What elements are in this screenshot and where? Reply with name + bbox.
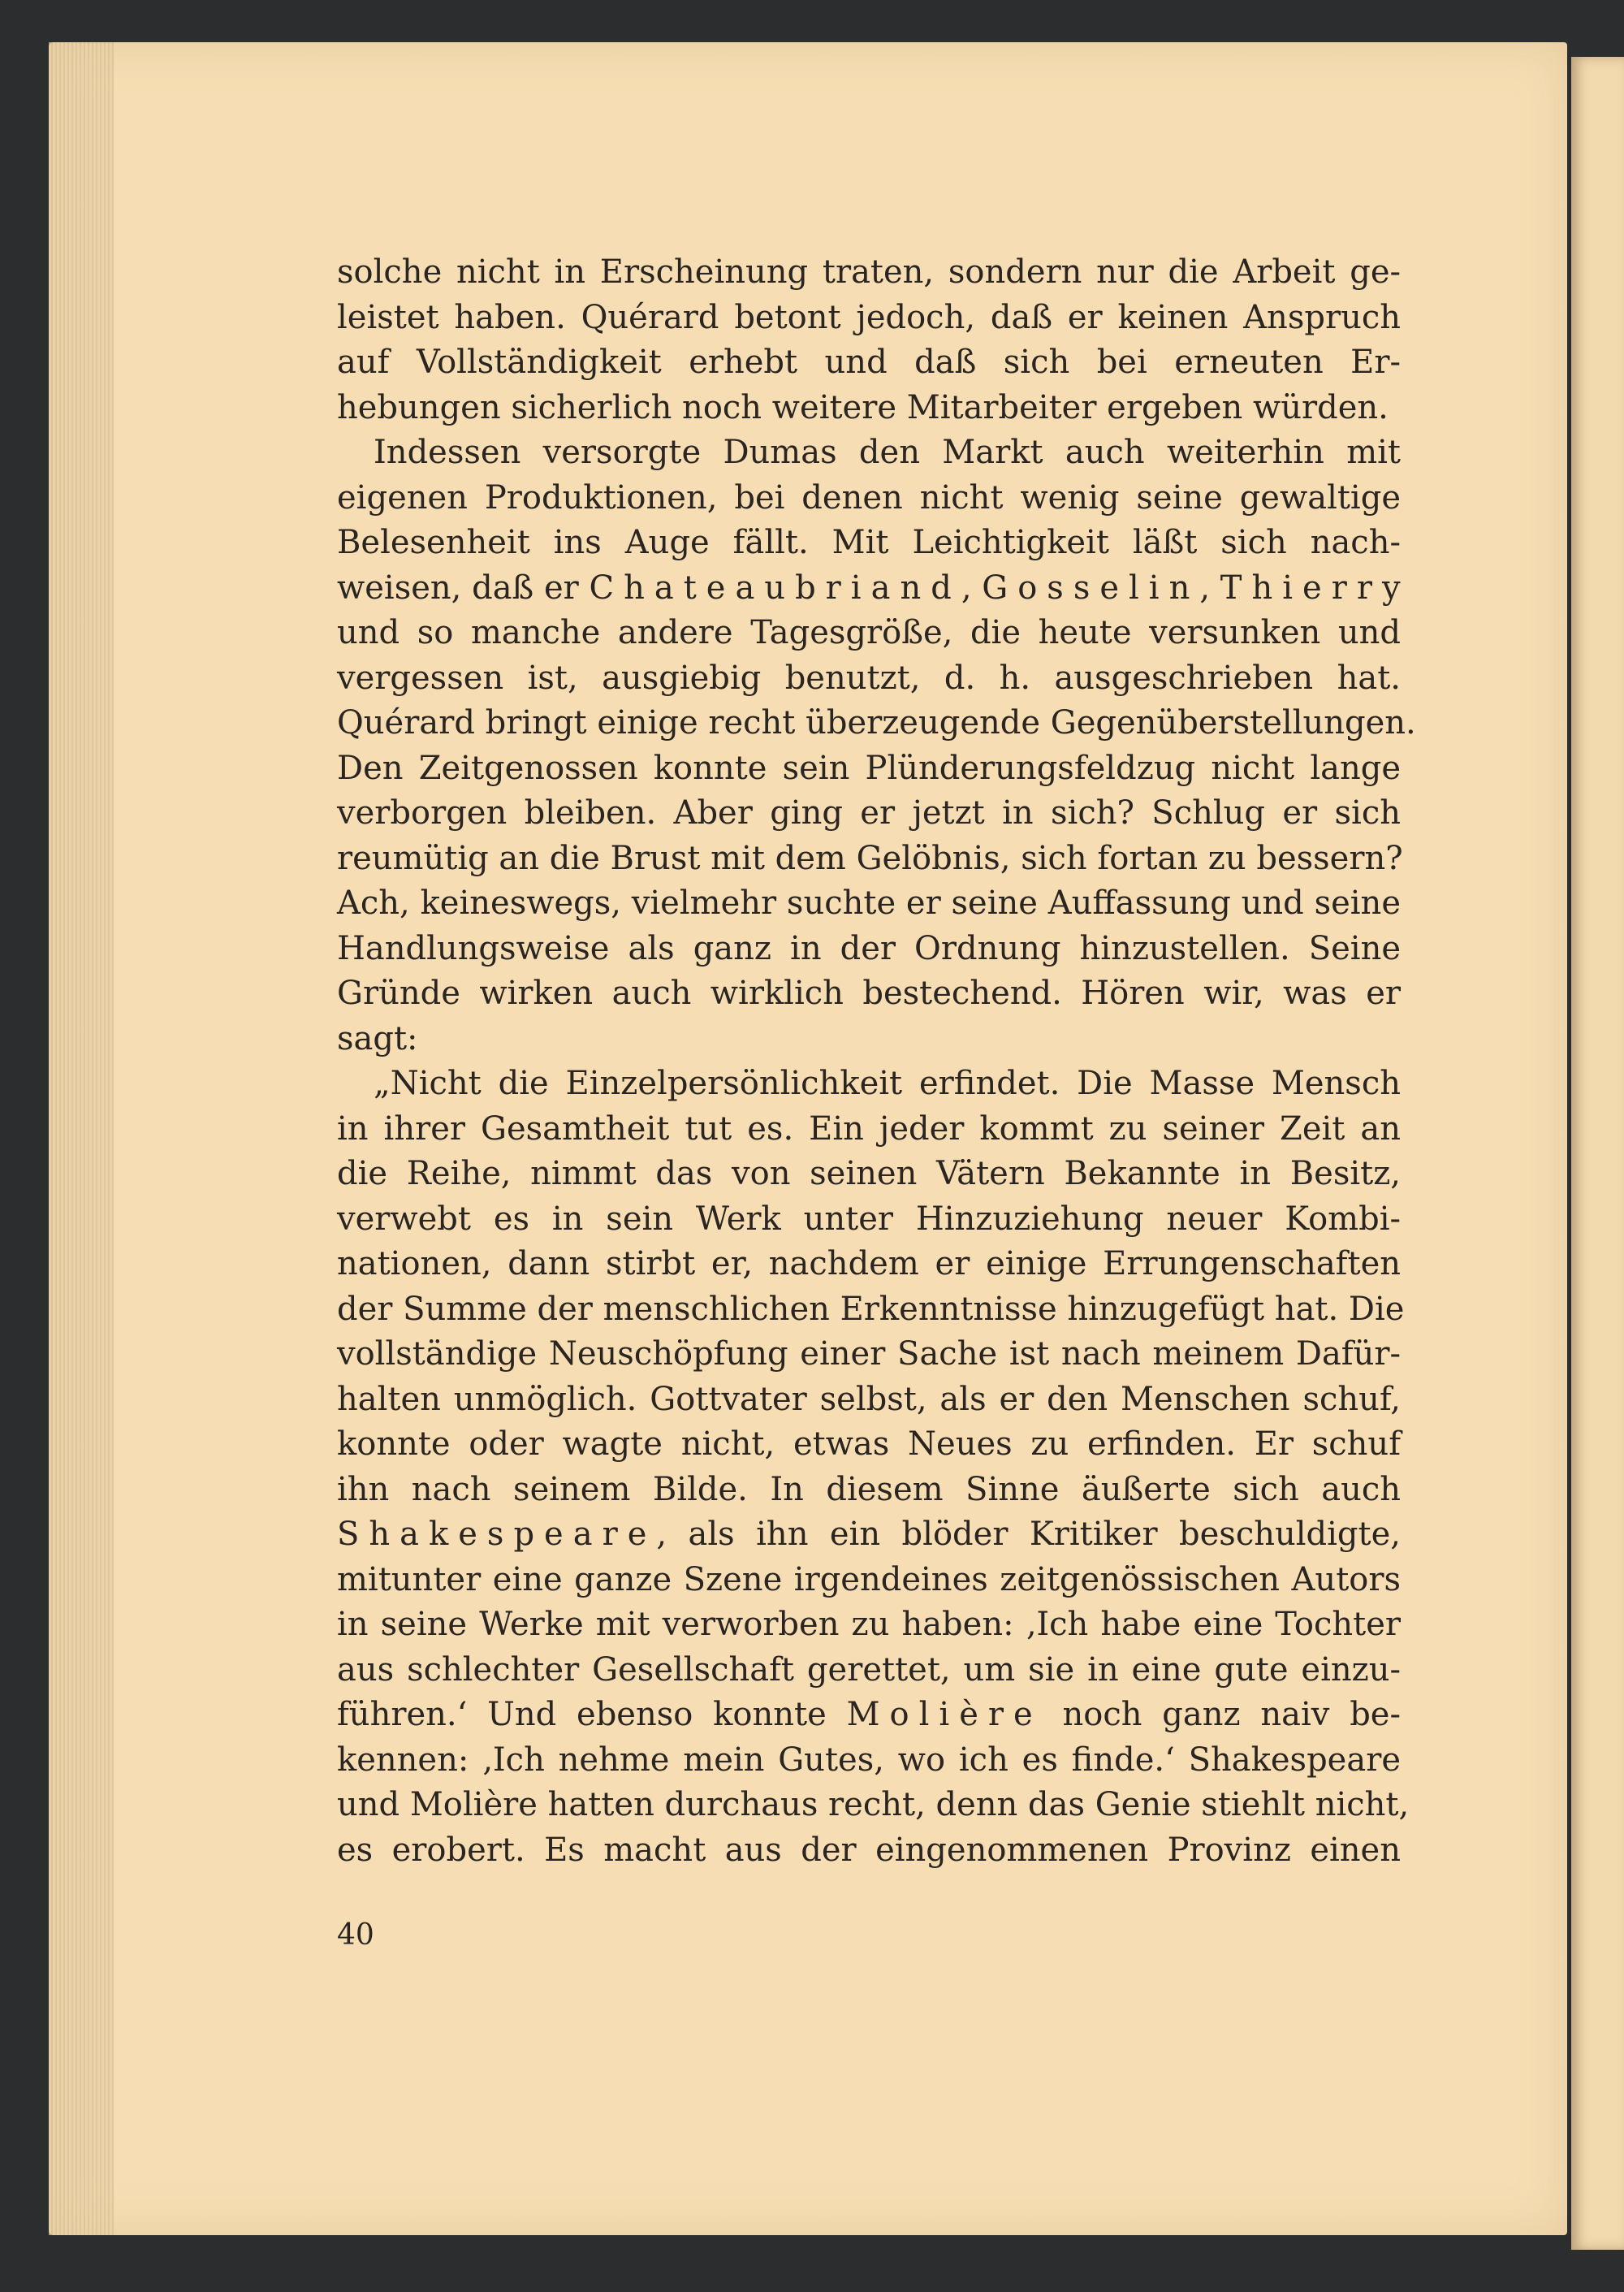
- text-line: mitunter eine ganze Szene irgendeines zeitgenössischen Autors: [337, 1560, 1401, 1598]
- text-line: vollständige Neuschöpfung einer Sache ist nach meinem Dafür-: [337, 1335, 1401, 1373]
- text-line: hebungen sicherlich noch weitere Mitarbeiter ergeben würden.: [337, 388, 1389, 426]
- text-line: und so manche andere Tagesgröße, die heute versunken und: [337, 614, 1401, 651]
- text-line: solche nicht in Erscheinung traten, sondern nur die Arbeit ge-: [337, 253, 1401, 291]
- text-line: es erobert. Es macht aus der eingenommenen Provinz einen: [337, 1831, 1401, 1869]
- text-line: verborgen bleiben. Aber ging er jetzt in sich? Schlug er sich: [337, 794, 1401, 832]
- facing-page-edge: [1571, 57, 1624, 2250]
- text-line: in ihrer Gesamtheit tut es. Ein jeder kommt zu seiner Zeit an: [337, 1109, 1401, 1148]
- text-line: auf Vollständigkeit erhebt und daß sich bei erneuten Er-: [337, 344, 1401, 381]
- text-line: [337, 1693, 1401, 1738]
- text-line: Ach, keineswegs, vielmehr suchte er seine Auffassung und seine: [337, 884, 1401, 922]
- text-line: Gründe wirken auch wirklich bestechend. Hören wir, was er: [337, 975, 1401, 1012]
- text-line: eigenen Produktionen, bei denen nicht wenig seine gewaltige: [337, 478, 1401, 517]
- text-line: Den Zeitgenossen konnte sein Plünderungsfeldzug nicht lange: [337, 749, 1401, 787]
- name-thierry: Thierry: [1220, 569, 1410, 607]
- text-line: leistet haben. Quérard betont jedoch, daß er keinen Anspruch: [337, 298, 1401, 336]
- name-shakespeare: Shakespeare: [337, 1516, 657, 1553]
- text-line: in seine Werke mit verworben zu haben: ‚Ich habe eine Tochter: [337, 1606, 1401, 1643]
- name-chateaubriand: Chateaubriand: [589, 569, 961, 607]
- text-line: der Summe der menschlichen Erkenntnisse hinzugefügt hat. Die: [337, 1290, 1405, 1328]
- text-line: konnte oder wagte nicht, etwas Neues zu erfinden. Er schuf: [337, 1425, 1401, 1463]
- page-edges: [49, 42, 114, 2235]
- text-line: [337, 1512, 1401, 1558]
- text-line: weisen, daß er Chateaubriand, Gosselin, Thierry: [337, 569, 1410, 607]
- name-gosselin: Gosselin: [982, 569, 1200, 607]
- body-text: [337, 250, 1416, 1873]
- text-line: sagt:: [337, 1019, 418, 1057]
- text-line: die Reihe, nimmt das von seinen Vätern Bekannte in Besitz,: [337, 1155, 1401, 1192]
- text-line: Belesenheit ins Auge fällt. Mit Leichtigkeit läßt sich nach-: [337, 524, 1401, 561]
- text-line: Handlungsweise als ganz in der Ordnung hinzustellen. Seine: [337, 929, 1401, 967]
- text-fragment: weisen, daß er: [337, 569, 579, 607]
- text-line: aus schlechter Gesellschaft gerettet, um sie in eine gute einzu-: [337, 1650, 1401, 1689]
- name-moliere: Molière: [846, 1696, 1043, 1733]
- text-line: Quérard bringt einige recht überzeugende Gegenüberstellungen.: [337, 704, 1416, 742]
- text-line: halten unmöglich. Gottvater selbst, als er den Menschen schuf,: [337, 1380, 1401, 1418]
- page-number: 40: [337, 1918, 374, 1952]
- text-line: verwebt es in sein Werk unter Hinzuziehung neuer Kombi-: [337, 1200, 1401, 1238]
- text-fragment: noch ganz naiv be-: [1062, 1696, 1401, 1733]
- text-line: ihn nach seinem Bilde. In diesem Sinne äußerte sich auch: [337, 1470, 1401, 1508]
- text-line: nationen, dann stirbt er, nachdem er einige Errungenschaften: [337, 1245, 1401, 1282]
- text-line: reumütig an die Brust mit dem Gelöbnis, sich fortan zu bessern?: [337, 839, 1403, 877]
- text-line: vergessen ist, ausgiebig benutzt, d. h. ausgeschrieben hat.: [337, 659, 1401, 697]
- text-line: „Nicht die Einzelpersönlichkeit erfindet. Die Masse Mensch: [374, 1065, 1401, 1102]
- text-fragment: führen.‘ Und ebenso konnte: [337, 1696, 827, 1733]
- text-line: und Molière hatten durchaus recht, denn das Genie stiehlt nicht,: [337, 1786, 1410, 1823]
- text-line: kennen: ‚Ich nehme mein Gutes, wo ich es finde.‘ Shakespeare: [337, 1741, 1401, 1779]
- text-line: Indessen versorgte Dumas den Markt auch weiterhin mit: [374, 434, 1401, 471]
- text-fragment: , als ihn ein blöder Kritiker beschuldigte,: [656, 1516, 1401, 1553]
